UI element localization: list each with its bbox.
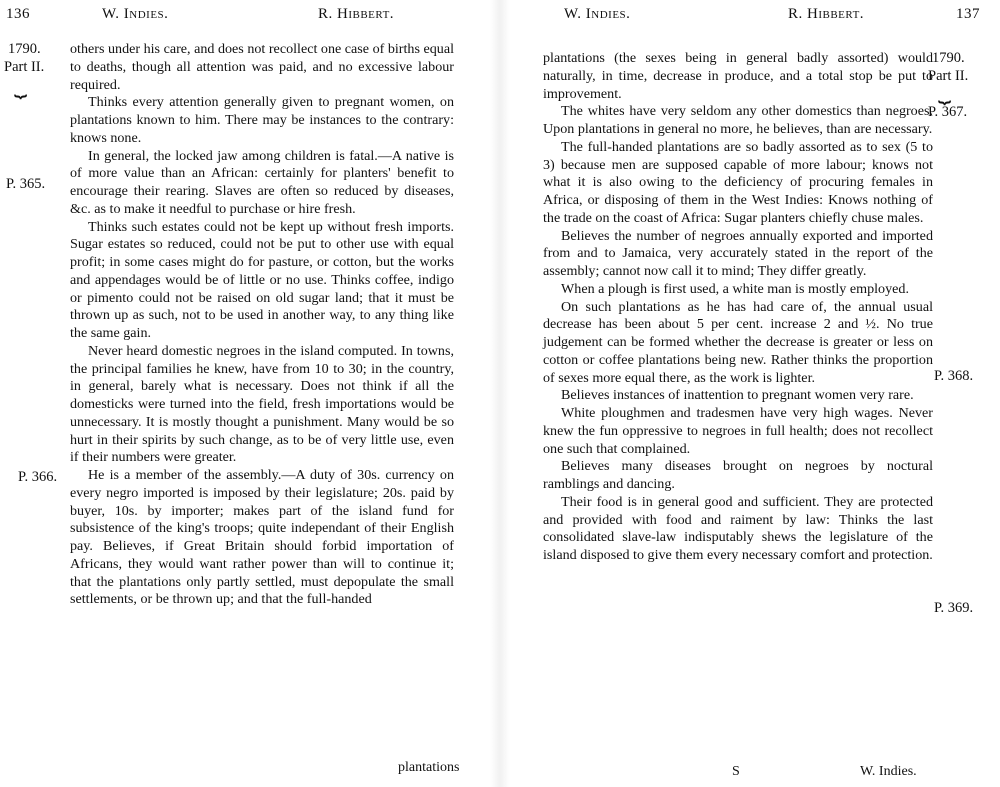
left-paragraph-4: Thinks such estates could not be kept up without fresh imports. Sugar estates so reduced, could not be put to other use with equal profit; in some cases might do for pasture, or cotton, but the works and appendages would be of little or no use. Thinks coffee, indigo or pimento could not be raised on old sugar land; that it must be thrown up as such, not to be used in another way, to any thing like the same gain. xyxy=(70,218,454,341)
right-margin-part: Part II. xyxy=(928,68,969,84)
right-margin-ref-369: P. 369. xyxy=(934,600,974,616)
left-margin-brace-icon: ⏟ xyxy=(14,72,27,97)
right-signature-mark: S xyxy=(732,764,740,779)
right-paragraph-1: plantations (the sexes being in general badly assorted) would naturally, in time, decrease in produce, and a total stop be put to improvement. xyxy=(543,50,933,102)
right-paragraph-7: Believes instances of inattention to pregnant women very rare. xyxy=(561,387,914,404)
left-paragraph-5: Never heard domestic negroes in the island computed. In towns, the principal families he knew, have from 10 to 30; in the country, in general, barely what is necessary. Does not think if all the domesticks were turned into the field, fresh importations would be unnecessary. It is mostly thought a punishment. Many would be so hurt in their spirits by such change, as to be of very little use, even if their numbers were greater. xyxy=(70,342,454,466)
right-paragraph-2: The whites have very seldom any other domestics than negroes. Upon plantations in general no more, he believes, than are necessary. xyxy=(543,103,933,137)
right-margin-ref-367: P. 367. xyxy=(928,104,968,120)
left-margin-ref-366: P. 366. xyxy=(18,469,58,485)
left-paragraph-2: Thinks every attention generally given to pregnant women, on plantations known to him. There may be instances to the contrary: knows none. xyxy=(70,94,454,146)
left-paragraph-1: others under his care, and does not recollect one case of births equal to deaths, though all attention was paid, and no excessive labour required. xyxy=(70,41,454,93)
right-page-body xyxy=(543,50,933,565)
left-running-head-witness: R. Hibbert. xyxy=(318,6,395,22)
right-margin-brace-icon: ⏟ xyxy=(938,78,951,103)
left-paragraph-3: In general, the locked jaw among children is fatal.—A native is of more value than an African: certainly for planters' benefit to encourage their rearing. Slaves are often so reduced by diseases, &c. as to make it needful to purchase or hire fresh. xyxy=(70,147,454,217)
right-margin-year: 1790. xyxy=(932,50,965,66)
right-paragraph-3: The full-handed plantations are so badly assorted as to sex (5 to 3) because men are supposed capable of more labour; knows not what it is also owing to the deficiency of procuring females in Africa, or disposing of them in the West Indies: Knows nothing of the trade on the coast of Africa: Sugar planters chiefly chuse males. xyxy=(543,138,933,226)
right-page-number: 137 xyxy=(956,6,980,22)
right-paragraph-8: White ploughmen and tradesmen have very high wages. Never knew the fun oppressive to negroes in full health; does not recollect one such that complained. xyxy=(543,405,933,457)
left-page-number: 136 xyxy=(6,6,30,22)
left-paragraph-6: He is a member of the assembly.—A duty of 30s. currency on every negro imported is imposed by their legislature; 20s. paid by buyer, 10s. by importer; makes part of the island fund for subsistence of the king's troops; quite independant of their English pay. Believes, if Great Britain should forbid importation of Africans, they would want rather power than will to continue it; that the plantations only partly settled, must depopulate the small settlements, or be thrown up; and that the full-handed xyxy=(70,467,454,608)
right-running-head-witness: R. Hibbert. xyxy=(788,6,865,22)
left-margin-part: Part II. xyxy=(4,59,45,75)
right-page xyxy=(510,0,1000,787)
left-page-body xyxy=(70,41,454,609)
left-catchword: plantations xyxy=(398,760,460,775)
right-paragraph-5: When a plough is first used, a white man is mostly employed. xyxy=(561,280,909,297)
right-paragraph-10: Their food is in general good and sufficient. They are protected and provided with food and raiment by law: Thinks the last consolidated slave-law indisputably shews the legislature of the island disposed to give them every necessary comfort and protection. xyxy=(543,493,933,563)
book-gutter xyxy=(490,0,510,787)
right-running-head-section: W. Indies. xyxy=(564,6,631,22)
right-paragraph-4: Believes the number of negroes annually exported and imported from and to Jamaica, very accurately stated in the report of the assembly; cannot now call it to mind; They differ greatly. xyxy=(543,227,933,279)
left-margin-ref-365: P. 365. xyxy=(6,176,46,192)
right-catchword: W. Indies. xyxy=(860,764,917,779)
left-margin-year: 1790. xyxy=(8,41,41,57)
right-paragraph-9: Believes many diseases brought on negroes by noctural ramblings and dancing. xyxy=(543,458,933,492)
right-paragraph-6: On such plantations as he has had care of, the annual usual decrease has been about 5 per cent. increase 2 and ½. No true judgement can be formed whether the decrease is greater or less on cotton or coffee plantations being new. Rather thinks the proportion of sexes more equal there, as the work is lighter. xyxy=(543,298,933,386)
left-running-head-section: W. Indies. xyxy=(102,6,169,22)
left-page xyxy=(0,0,490,787)
right-margin-ref-368: P. 368. xyxy=(934,368,974,384)
